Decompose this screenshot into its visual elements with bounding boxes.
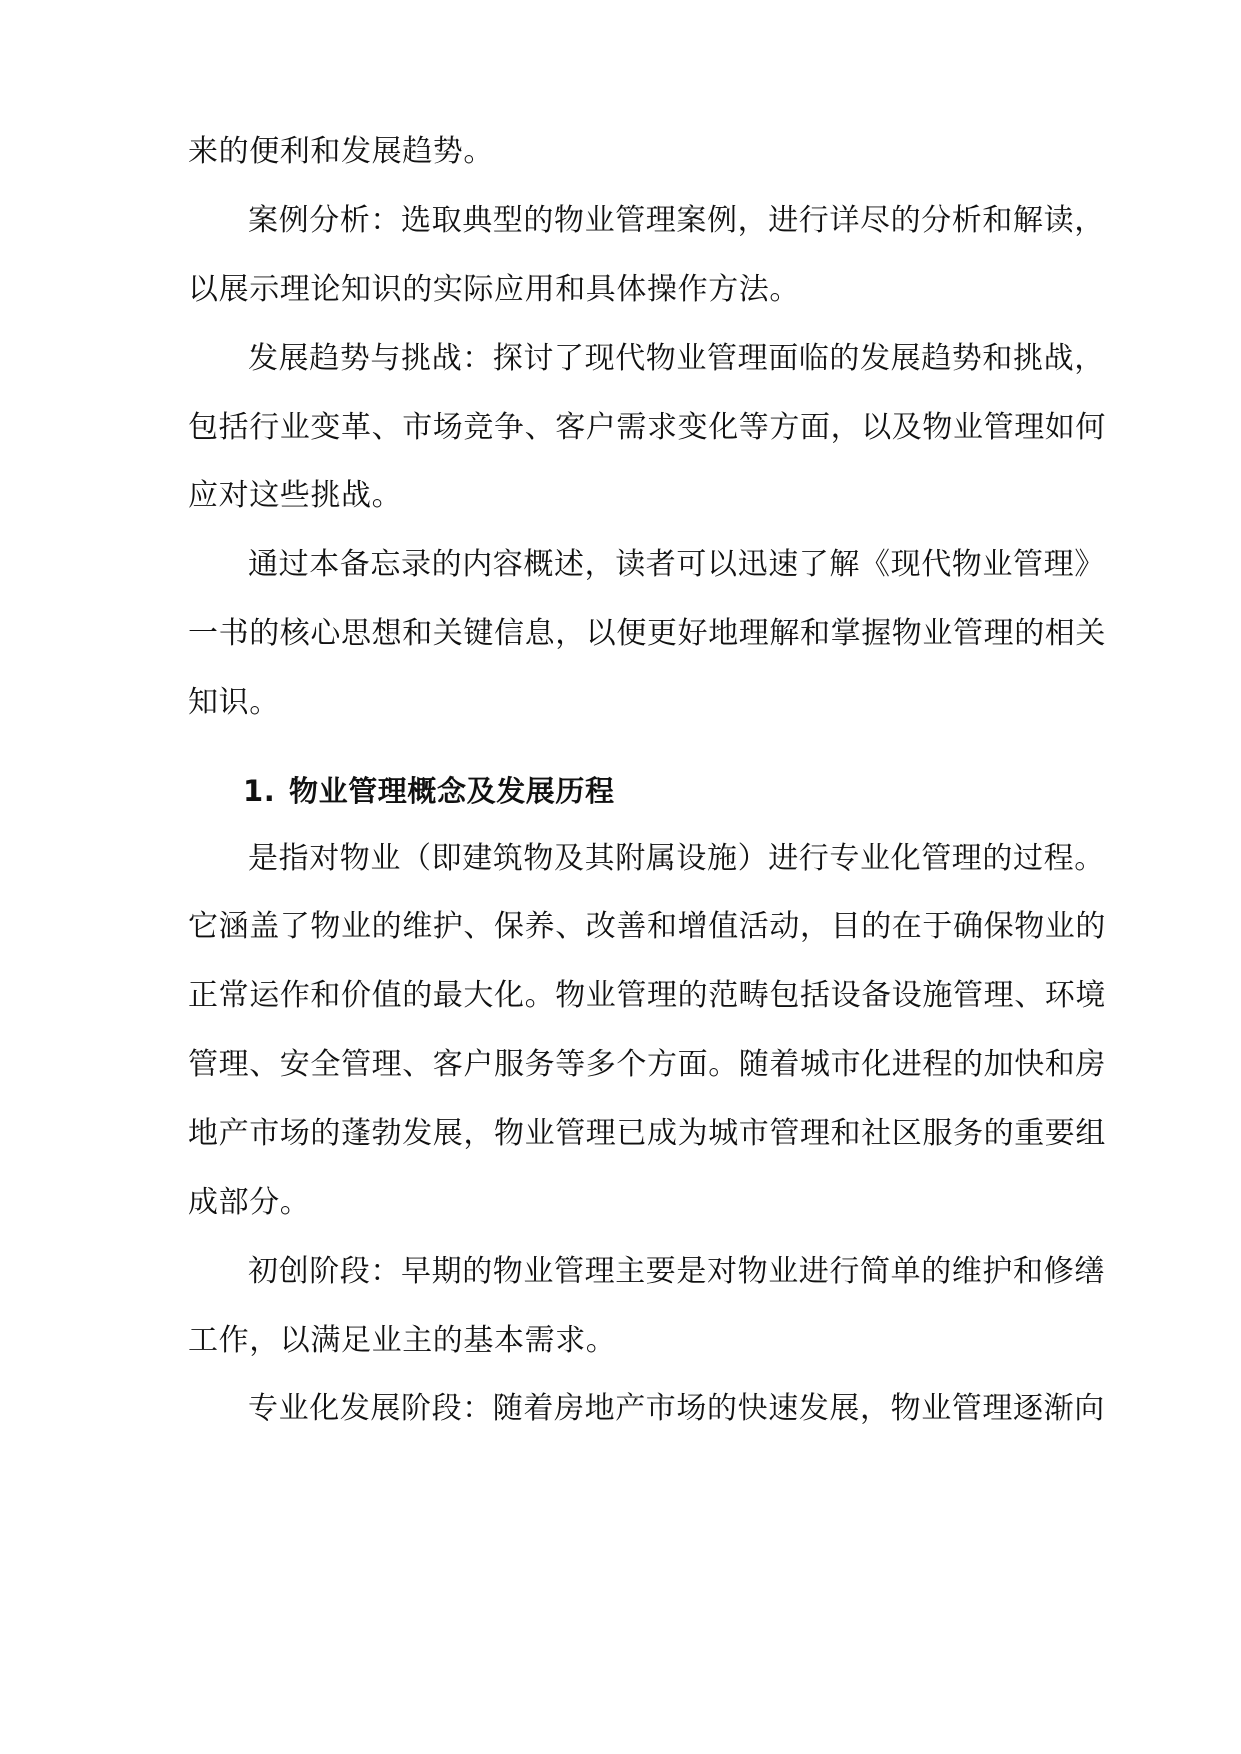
section-number: 1.: [243, 774, 276, 808]
paragraph-line: 管理、安全管理、客户服务等多个方面。随着城市化进程的加快和房: [188, 1047, 1106, 1082]
paragraph-line: 包括行业变革、市场竞争、客户需求变化等方面，以及物业管理如何: [188, 410, 1106, 445]
paragraph-line: 知识。: [188, 685, 280, 720]
paragraph-line: 通过本备忘录的内容概述，读者可以迅速了解《现代物业管理》: [248, 547, 1105, 582]
paragraph-line: 正常运作和价值的最大化。物业管理的范畴包括设备设施管理、环境: [188, 978, 1106, 1013]
paragraph-line: 应对这些挑战。: [188, 478, 403, 513]
paragraph-line: 是指对物业（即建筑物及其附属设施）进行专业化管理的过程。: [248, 841, 1105, 876]
section-title: 物业管理概念及发展历程: [289, 774, 615, 808]
paragraph-line: 以展示理论知识的实际应用和具体操作方法。: [188, 272, 800, 307]
paragraph-line: 专业化发展阶段：随着房地产市场的快速发展，物业管理逐渐向: [248, 1391, 1105, 1426]
paragraph-line: 初创阶段：早期的物业管理主要是对物业进行简单的维护和修缮: [248, 1254, 1105, 1289]
paragraph-line: 工作，以满足业主的基本需求。: [188, 1323, 617, 1358]
paragraph-line: 成部分。: [188, 1185, 311, 1220]
paragraph-line: 地产市场的蓬勃发展，物业管理已成为城市管理和社区服务的重要组: [188, 1116, 1106, 1151]
paragraph-line: 案例分析：选取典型的物业管理案例，进行详尽的分析和解读，: [248, 203, 1105, 238]
paragraph-line: 发展趋势与挑战：探讨了现代物业管理面临的发展趋势和挑战，: [248, 341, 1105, 376]
paragraph-line: 一书的核心思想和关键信息，以便更好地理解和掌握物业管理的相关: [188, 616, 1106, 651]
paragraph-line: 来的便利和发展趋势。: [188, 134, 494, 169]
section-heading: [243, 771, 615, 811]
paragraph-line: 它涵盖了物业的维护、保养、改善和增值活动，目的在于确保物业的: [188, 909, 1106, 944]
